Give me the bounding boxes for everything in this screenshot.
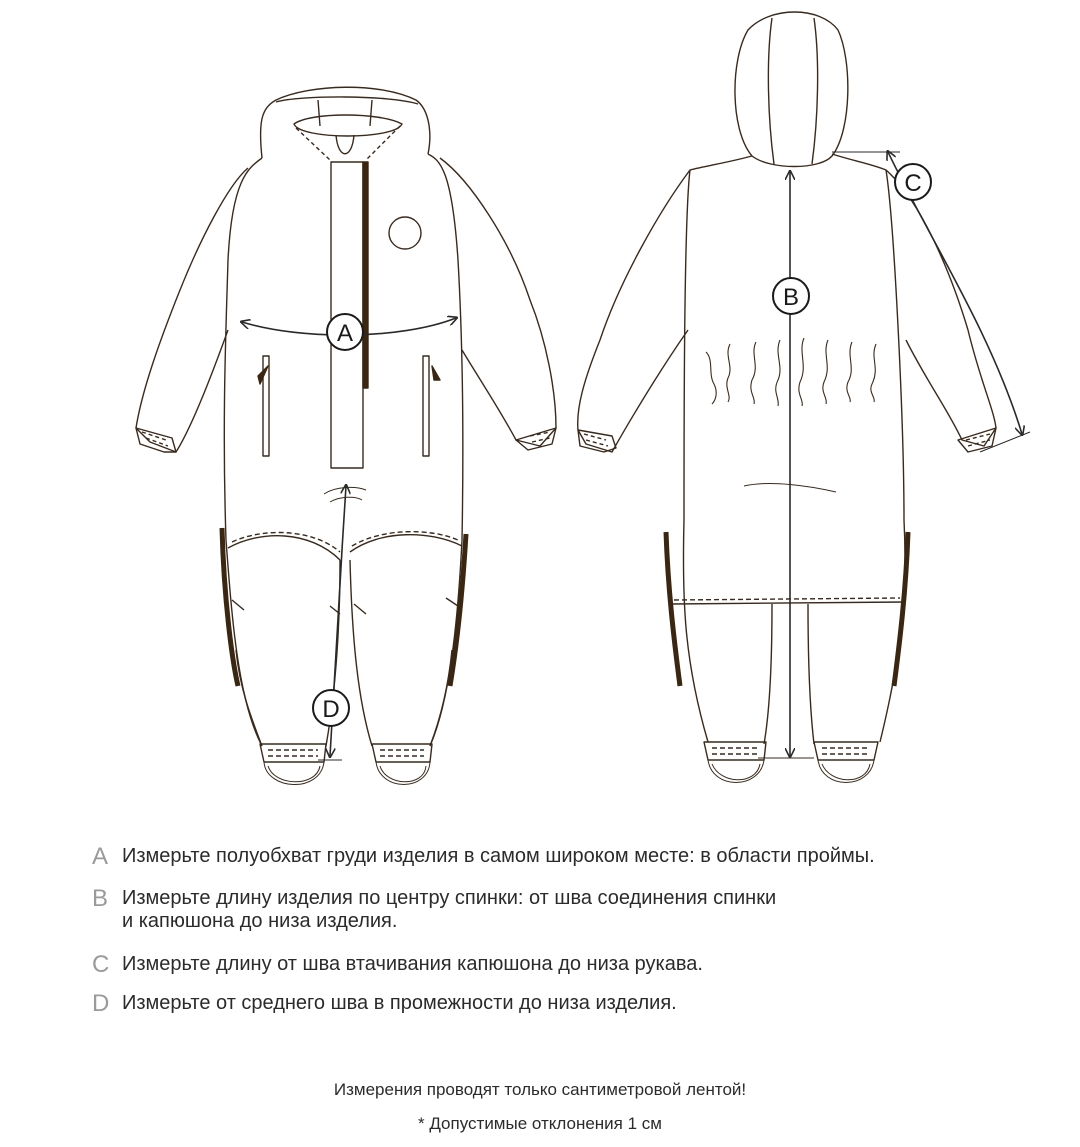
tape-only-note: Измерения проводят только сантиметровой лентой! xyxy=(333,1080,747,1099)
marker-d xyxy=(313,690,349,726)
back-shirring xyxy=(706,338,876,406)
front-right-cuff xyxy=(372,744,432,762)
instruction-a xyxy=(92,845,875,869)
front-body-outline xyxy=(224,154,462,746)
chest-badge xyxy=(389,217,421,249)
back-right-sleeve xyxy=(886,170,996,446)
instruction-d-text: Измерьте от среднего шва в промежности до низа изделия. xyxy=(122,992,677,1014)
instruction-c-text: Измерьте длину от шва втачивания капюшона до низа рукава. xyxy=(122,953,703,975)
measurement-arrows xyxy=(242,152,1030,760)
front-knee-seam xyxy=(228,535,462,560)
back-left-cuff xyxy=(704,742,766,760)
marker-a xyxy=(327,314,363,350)
front-right-leg xyxy=(350,560,452,746)
instruction-c xyxy=(92,953,703,977)
back-seat-seam xyxy=(672,602,904,604)
instruction-d-letter: D xyxy=(92,990,110,1017)
marker-c xyxy=(895,164,931,200)
front-left-cuff xyxy=(260,744,326,762)
instruction-c-letter: C xyxy=(92,951,110,978)
right-pocket xyxy=(423,356,429,456)
back-view xyxy=(578,12,996,783)
front-left-sleeve xyxy=(136,168,248,452)
instruction-b xyxy=(92,887,776,933)
back-right-leg xyxy=(808,604,814,744)
instruction-b-letter: B xyxy=(92,885,109,912)
instruction-a-text: Измерьте полуобхват груди изделия в самом широком месте: в области проймы. xyxy=(122,845,875,867)
front-view xyxy=(136,87,556,784)
marker-b xyxy=(773,278,809,314)
back-left-leg xyxy=(764,604,772,744)
marker-d-label: D xyxy=(322,696,340,723)
front-right-sleeve xyxy=(440,158,556,446)
instruction-a-letter: A xyxy=(92,843,109,870)
back-left-sleeve xyxy=(578,170,690,452)
marker-b-label: B xyxy=(782,284,800,311)
back-hood xyxy=(735,12,848,167)
tolerance-note: * Допустимые отклонения 1 см xyxy=(418,1114,662,1133)
instruction-d xyxy=(92,992,677,1016)
back-right-cuff xyxy=(814,742,878,760)
front-hood xyxy=(261,87,430,158)
marker-a-label: A xyxy=(336,320,354,347)
instruction-b-text: Измерьте длину изделия по центру спинки: от шва соединения спинки и капюшона до низа изделия. xyxy=(122,887,777,932)
marker-c-label: C xyxy=(904,170,922,197)
back-body-outline xyxy=(683,154,905,742)
